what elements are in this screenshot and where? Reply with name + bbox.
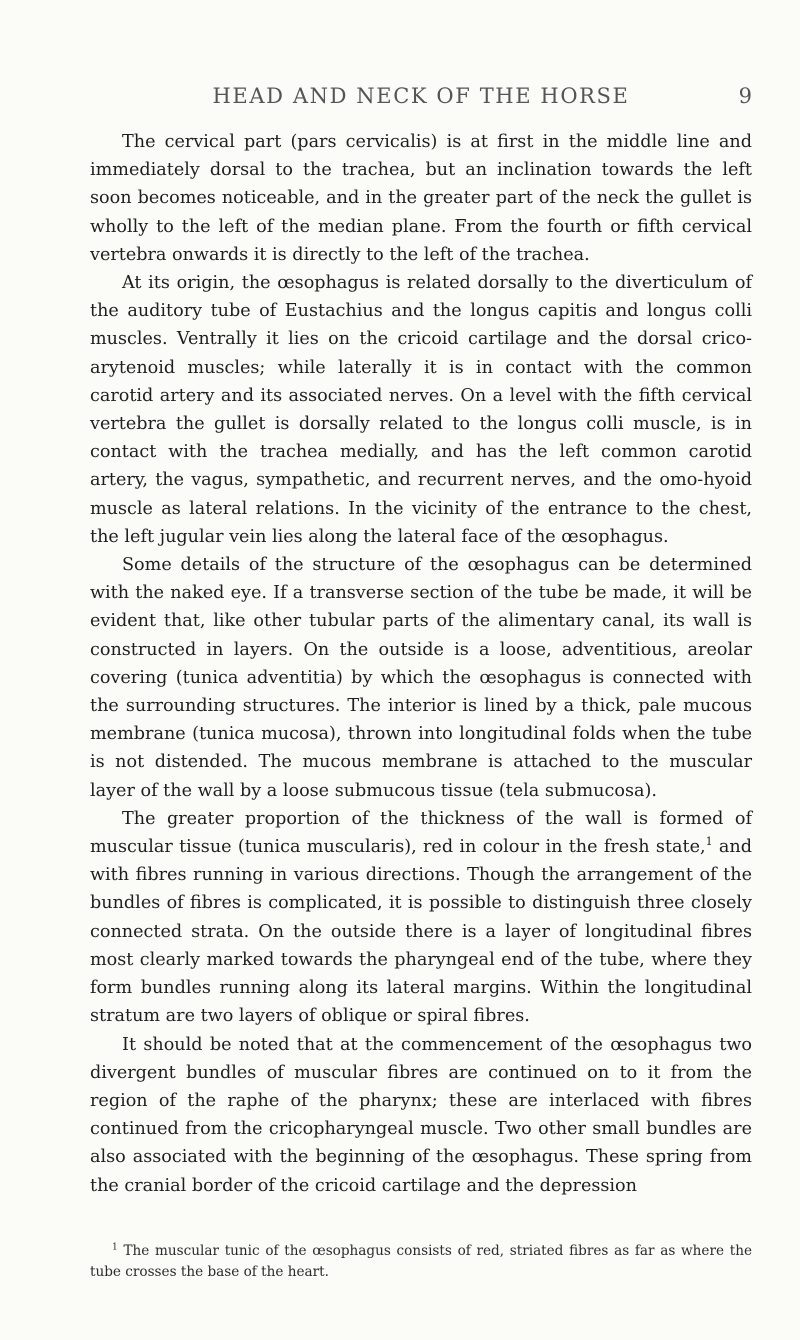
paragraph: The cervical part (pars cervicalis) is at first in the middle line and immediately dorsal to the trachea, but an inclination towards the left soon becomes noticeable, and in the greater part of the neck the gullet is wholly to the left of the median plane. From the fourth or fifth cervical vertebra onwards it is directly to the left of the trachea. [90,132,752,265]
paragraph-text: The greater proportion of the thickness of the wall is formed of muscular tissue (tunica muscularis), red in colour in the fresh state, [90,808,752,858]
footnote-text: The muscular tunic of the œsophagus consists of red, striated fibres as far as where the tube crosses the base of the heart. [90,1243,752,1280]
paragraph: It should be noted that at the commencement of the œsophagus two divergent bundles of muscular fibres are continued on to it from the region of the raphe of the pharynx; these are interlaced with fibres continued from the cricopharyngeal muscle. Two other small bundles are also associated with the beginning of the œsophagus. These spring from the cranial border of the cricoid cartilage and the depression [90,1034,752,1196]
paragraph: Some details of the structure of the œsophagus can be determined with the naked eye. If a transverse section of the tube be made, it will be evident that, like other tubular parts of the alimentary canal, its wall is constructed in layers. On the outside is a loose, adventitious, areolar covering (tunica adventitia) by which the œsophagus is connected with the surrounding structures. The interior is lined by a thick, pale mucous membrane (tunica mucosa), thrown into longitudinal folds when the tube is not distended. The mucous membrane is attached to the muscular layer of the wall by a loose submucous tissue (tela submucosa). [90,555,752,801]
paragraph-text: and with fibres running in various directions. Though the arrangement of the bundles of fibres is complicated, it is possible to distinguish three closely connected strata. On the outside there is a layer of longitudinal fibres most clearly marked towards the pharyngeal end of the tube, where they form bundles running along its lateral margins. Within the longitudinal stratum are two layers of oblique or spiral fibres. [90,837,753,1027]
running-head [90,84,752,114]
footnote-marker: 1 [112,1242,118,1253]
footnote [90,1241,752,1283]
running-head-title: HEAD AND NECK OF THE HORSE [212,84,630,108]
page-number: 9 [738,84,752,108]
footnote-reference: 1 [705,835,713,849]
body-text [90,128,752,1200]
paragraph [90,805,752,1031]
paragraph: At its origin, the œsophagus is related dorsally to the diverticulum of the auditory tube of Eustachius and the longus capitis and longus colli muscles. Ventrally it lies on the cricoid cartilage and the dorsal crico-arytenoid muscles; while laterally it is in contact with the common carotid artery and its associated nerves. On a level with the fifth cervical vertebra the gullet is dorsally related to the longus colli muscle, is in contact with the trachea medially, and has the left common carotid artery, the vagus, sympathetic, and recurrent nerves, and the omo-hyoid muscle as lateral relations. In the vicinity of the entrance to the chest, the left jugular vein lies along the lateral face of the œsophagus. [90,273,752,547]
